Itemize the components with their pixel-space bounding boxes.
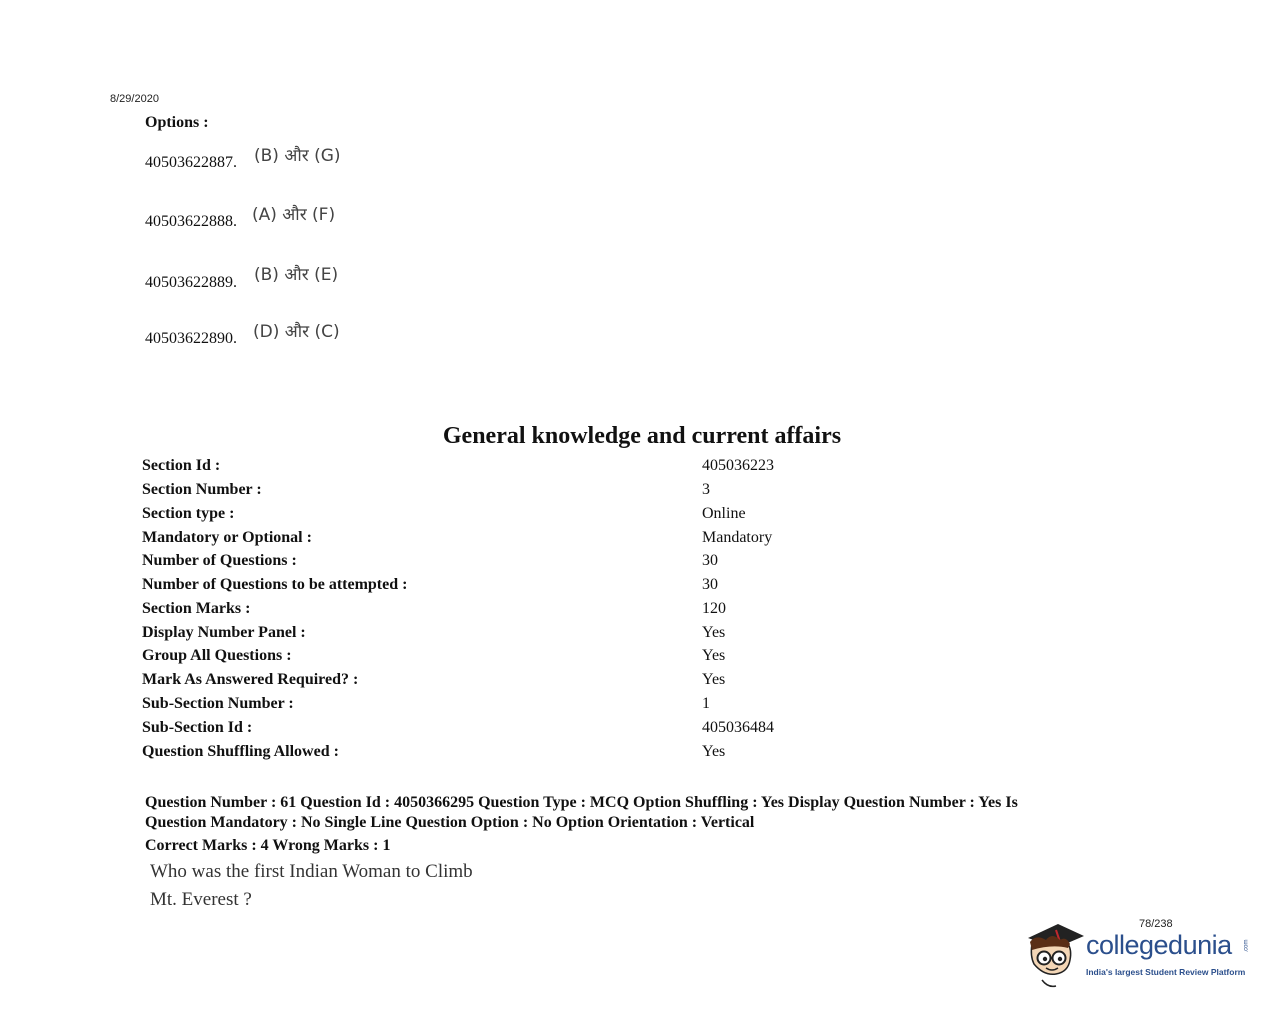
section-row-value: 30 bbox=[702, 576, 718, 593]
section-row-value: Mandatory bbox=[702, 529, 773, 546]
section-row-value: 3 bbox=[702, 481, 710, 498]
section-row-key: Section Id : bbox=[142, 457, 221, 474]
collegedunia-logo-suffix: .com bbox=[1243, 939, 1250, 953]
question-meta-line2: Question Mandatory : No Single Line Question Option : No Option Orientation : Vertical bbox=[145, 814, 755, 831]
section-row-key: Section Marks : bbox=[142, 600, 251, 617]
section-row-value: Yes bbox=[702, 743, 726, 760]
section-row-key: Mark As Answered Required? : bbox=[142, 671, 359, 688]
collegedunia-tagline: India's largest Student Review Platform bbox=[1086, 967, 1246, 977]
option-text: (B) और (G) bbox=[254, 146, 341, 166]
question-text-line1: Who was the first Indian Woman to Climb bbox=[150, 861, 473, 882]
section-row-key: Sub-Section Number : bbox=[142, 695, 294, 712]
section-row-value: 405036484 bbox=[702, 719, 774, 736]
section-title: General knowledge and current affairs bbox=[442, 423, 842, 449]
options-label: Options : bbox=[145, 114, 209, 131]
section-row-key: Section type : bbox=[142, 505, 235, 522]
section-row-value: Online bbox=[702, 505, 746, 522]
collegedunia-mascot-icon bbox=[1022, 918, 1088, 990]
question-text-line2: Mt. Everest ? bbox=[150, 889, 252, 910]
option-text: (B) और (E) bbox=[254, 265, 339, 285]
option-id: 40503622890. bbox=[145, 330, 237, 347]
section-row-value: 405036223 bbox=[702, 457, 774, 474]
section-row-key: Display Number Panel : bbox=[142, 624, 306, 641]
option-id: 40503622889. bbox=[145, 274, 237, 291]
section-row-key: Number of Questions : bbox=[142, 552, 297, 569]
question-marks: Correct Marks : 4 Wrong Marks : 1 bbox=[145, 837, 391, 854]
section-row-key: Number of Questions to be attempted : bbox=[142, 576, 408, 593]
section-row-key: Group All Questions : bbox=[142, 647, 292, 664]
option-text: (D) और (C) bbox=[253, 322, 340, 342]
section-row-key: Section Number : bbox=[142, 481, 262, 498]
question-meta-line1: Question Number : 61 Question Id : 4050366295 Question Type : MCQ Option Shuffling : Yes Display Question Number : Yes Is bbox=[145, 794, 1018, 811]
option-text: (A) और (F) bbox=[252, 205, 336, 225]
option-id: 40503622887. bbox=[145, 154, 237, 171]
section-row-key: Mandatory or Optional : bbox=[142, 529, 312, 546]
section-row-value: 30 bbox=[702, 552, 718, 569]
section-row-value: Yes bbox=[702, 671, 726, 688]
section-row-value: Yes bbox=[702, 624, 726, 641]
section-row-key: Sub-Section Id : bbox=[142, 719, 253, 736]
collegedunia-logo-text: collegedunia bbox=[1086, 930, 1232, 960]
page-number: 78/238 bbox=[1139, 918, 1173, 930]
print-date: 8/29/2020 bbox=[110, 93, 159, 105]
option-id: 40503622888. bbox=[145, 213, 237, 230]
section-row-key: Question Shuffling Allowed : bbox=[142, 743, 339, 760]
section-row-value: 1 bbox=[702, 695, 710, 712]
section-row-value: Yes bbox=[702, 647, 726, 664]
section-row-value: 120 bbox=[702, 600, 726, 617]
